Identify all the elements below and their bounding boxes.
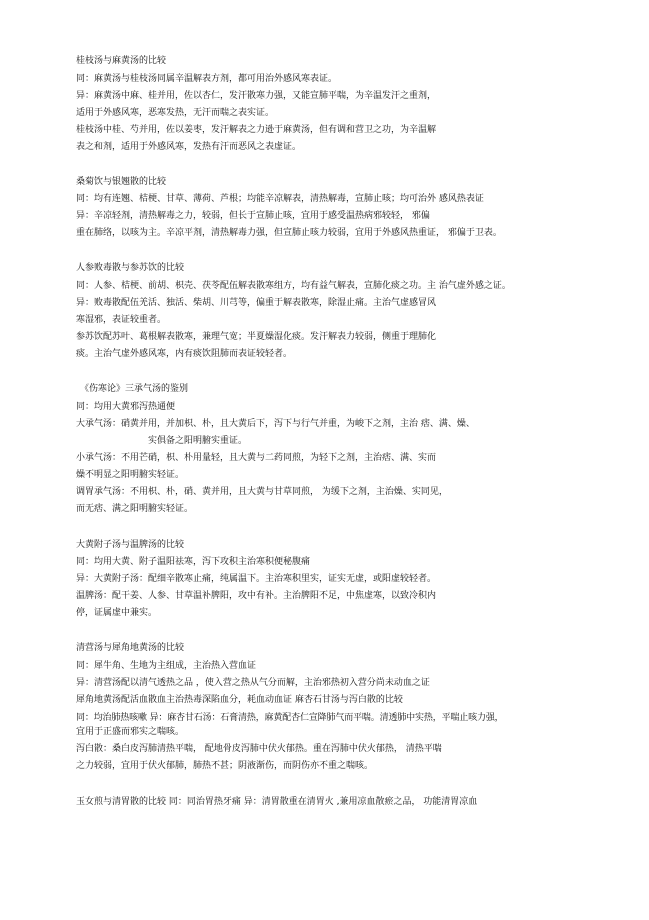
section-heading: 清营汤与犀角地黄汤的比较 bbox=[76, 643, 185, 653]
section-heading: 桂枝汤与麻黄汤的比较 bbox=[76, 56, 167, 66]
text-line: 之力较弱，宜用于伏火郁肺，肺热不甚；阴液渐伤，而阴伤亦不重之喘咳。 bbox=[76, 761, 374, 771]
text-line: 调胃承气汤：不用枳、朴，硝、黄并用，且大黄与甘草同煎， 为缓下之剂，主治燥、实同见， bbox=[76, 487, 448, 497]
section-heading: 玉女煎与清胃散的比较 同：同治胃热牙痛 异：清胃散重在清胃火 ,兼用凉血散瘀之品， 功能清胃凉血 bbox=[76, 797, 478, 807]
text-line: 同：人参、桔梗、前胡、枳壳、茯苓配伍解表散寒组方，均有益气解表，宣肺化痰之功。主 治气虚外感之证。 bbox=[76, 281, 511, 291]
text-line: 表之和剂，适用于外感风寒，发热有汗而恶风之表虚证。 bbox=[76, 142, 302, 152]
text-line: 异：大黄附子汤：配细辛散寒止痛，纯属温下。主治寒积里实，证实无虚，或阳虚较轻者。 bbox=[76, 574, 437, 584]
text-line: 适用于外感风寒，恶寒发热，无汗而喘之表实证。 bbox=[76, 108, 275, 118]
text-line: 停，证属虚中兼实。 bbox=[76, 608, 158, 618]
text-line: 实俱备之阳明腑实重证。 bbox=[148, 436, 248, 446]
text-line: 桂枝汤中桂、芍并用，佐以姜枣，发汗解表之力逊于麻黄汤，但有调和营卫之功，为辛温解 bbox=[76, 125, 437, 135]
text-line: 泻白散：桑白皮泻肺清热平喘， 配地骨皮泻肺中伏火郁热。重在泻肺中伏火郁热， 清热平喘 bbox=[76, 744, 442, 754]
text-line: 异：败毒散配伍羌活、独活、柴胡、川芎等，偏重于解表散寒，除湿止痛。主治气虚感冒风 bbox=[76, 298, 437, 308]
text-line: 异：麻黄汤中麻、桂并用，佐以杏仁，发汗散寒力强，又能宣肺平喘，为辛温发汗之重剂， bbox=[76, 91, 437, 101]
text-line: 同：犀牛角、生地为主组成，主治热入营血证 bbox=[76, 661, 257, 671]
section-heading: 大黄附子汤与温脾汤的比较 bbox=[76, 540, 185, 550]
text-line: 大承气汤：硝黄并用，并加枳、朴，且大黄后下，泻下与行气并重，为峻下之剂，主治 痞、满、燥、 bbox=[76, 419, 475, 429]
text-line: 异：辛凉轻剂，清热解毒之力，较弱，但长于宣肺止咳，宜用于感受温热病邪较轻， 邪偏 bbox=[76, 211, 430, 221]
section-heading: 桑菊饮与银翘散的比较 bbox=[76, 177, 167, 187]
section-heading: 人参败毒散与参苏饮的比较 bbox=[76, 263, 185, 273]
text-line: 重在肺络，以咳为主。辛凉平剂，清热解毒力强，但宣肺止咳力较弱，宜用于外感风热重证， 邪偏于卫表。 bbox=[76, 228, 502, 238]
text-line: 同：均用大黄邪泻热通便 bbox=[76, 402, 176, 412]
text-line: 同：均有连翘、桔梗、甘草、薄荷、芦根；均能辛凉解表，清热解毒，宣肺止咳；均可治外 感风热表证 bbox=[76, 194, 484, 204]
text-line: 异：清营汤配以清气透热之品 ，使入营之热从气分而解，主治邪热初入营分尚未动血之证 bbox=[76, 678, 430, 688]
text-line: 同：麻黄汤与桂枝汤同属辛温解表方剂，都可用治外感风寒表证。 bbox=[76, 74, 338, 84]
text-line: 而无痞、满之阳明腑实轻证。 bbox=[76, 504, 194, 514]
text-line: 同：均用大黄、附子温阳祛寒，泻下攻积主治寒积便秘腹痛 bbox=[76, 557, 311, 567]
text-line: 痰。主治气虚外感风寒，内有痰饮阻肺而表证较轻者。 bbox=[76, 349, 293, 359]
text-line: 参苏饮配苏叶、葛根解表散寒，兼理气宽；半夏燥湿化痰。发汗解表力较弱，侧重于理肺化 bbox=[76, 332, 437, 342]
text-line: 小承气汤：不用芒硝，枳、朴用量轻，且大黄与二药同煎，为轻下之剂，主治痞、满、实而 bbox=[76, 453, 437, 463]
section-heading: 《伤寒论》三承气汤的鉴别 bbox=[80, 384, 189, 394]
text-line: 犀角地黄汤配活血散血主治热毒深陷血分，耗血动血证 麻杏石甘汤与泻白散的比较 bbox=[76, 695, 403, 705]
text-line: 寒湿邪，表证较重者。 bbox=[76, 315, 167, 325]
text-line: 燥不明显之阳明腑实轻证。 bbox=[76, 470, 185, 480]
text-line: 温脾汤：配干姜、人参、甘草温补脾阳，攻中有补。主治脾阳不足，中焦虚寒，以致冷积内 bbox=[76, 591, 437, 601]
text-line: 宜用于正盛而邪实之喘咳。 bbox=[76, 727, 185, 737]
text-line: 同：均治肺热咳嗽 异：麻杏甘石汤：石膏清热，麻黄配杏仁宣降肺气而平喘。清透肺中实热，平喘止咳力强， bbox=[76, 713, 504, 723]
